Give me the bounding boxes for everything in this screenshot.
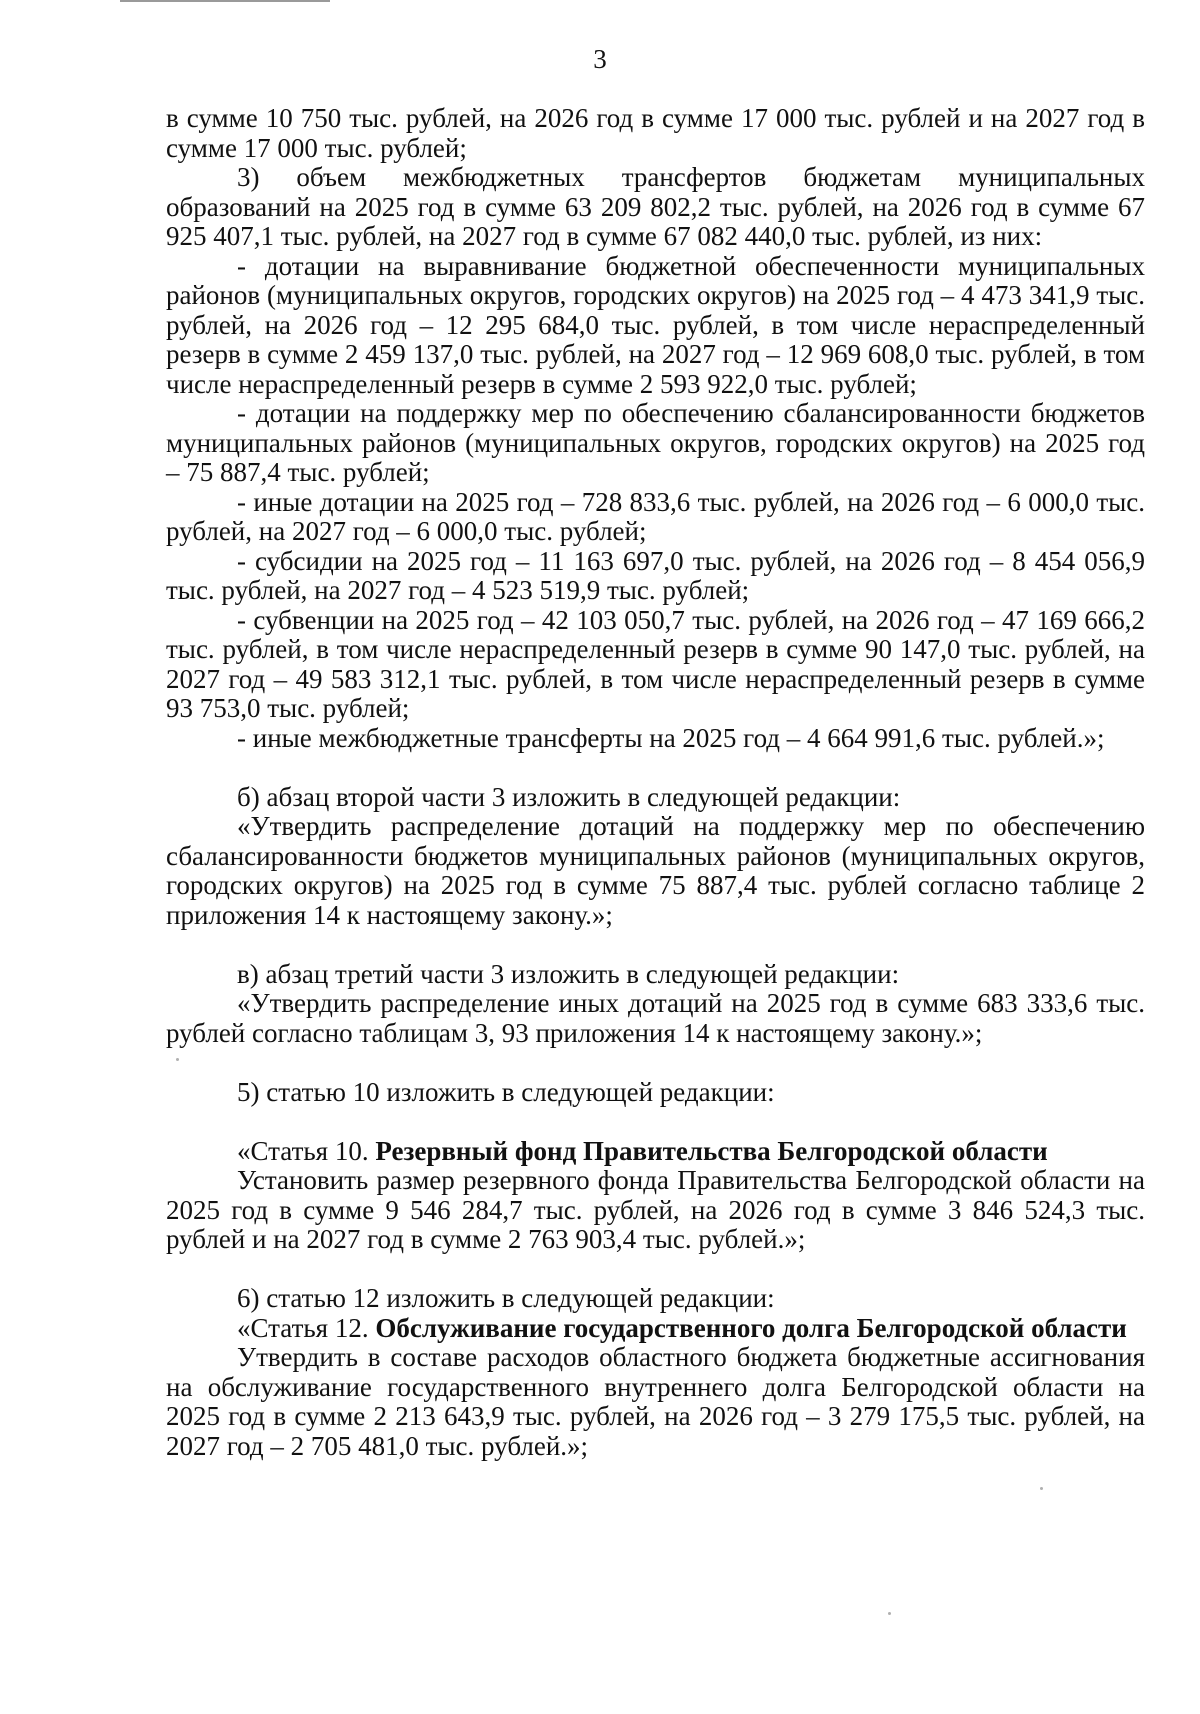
paragraph-subsidies: - субсидии на 2025 год – 11 163 697,0 тыс. рублей, на 2026 год – 8 454 056,9 тыс. рублей, на 2027 год – 4 523 519,9 тыс. рублей; xyxy=(166,545,1145,605)
article-12-title: Обслуживание государственного долга Белгородской области xyxy=(375,1312,1127,1343)
page-number: 3 xyxy=(593,44,607,74)
article-10-prefix: «Статья 10. xyxy=(237,1135,376,1166)
paragraph-item-6: 6) статью 12 изложить в следующей редакции: xyxy=(237,1283,775,1313)
paragraph-balance-grants: - дотации на поддержку мер по обеспечению сбалансированности бюджетов муниципальных районов (муниципальных округов, городских округов) на 2025 год – 75 887,4 тыс. рублей; xyxy=(166,398,1145,487)
scan-speck xyxy=(888,1612,891,1615)
paragraph-other-grants: - иные дотации на 2025 год – 728 833,6 тыс. рублей, на 2026 год – 6 000,0 тыс. рублей, на 2027 год – 6 000,0 тыс. рублей; xyxy=(166,486,1145,546)
document-body xyxy=(166,104,1145,1461)
paragraph-equalization-grants: - дотации на выравнивание бюджетной обеспеченности муниципальных районов (муниципальных округов, городских округов) на 2025 год – 4 473 341,9 тыс. рублей, на 2026 год – 12 295 684,0 тыс. рублей, в том числе нераспределенный резерв в сумме 2 459 137,0 тыс. рублей, на 2027 год – 12 969 608,0 тыс. рублей, в том числе нераспределенный резерв в сумме 2 593 922,0 тыс. рублей; xyxy=(166,250,1145,399)
article-12-text: Утвердить в составе расходов областного бюджета бюджетные ассигнования на обслуживание государственного внутреннего долга Белгородской области на 2025 год в сумме 2 213 643,9 тыс. рублей, на 2026 год – 3 279 175,5 тыс. рублей, на 2027 год – 2 705 481,0 тыс. рублей.»; xyxy=(166,1342,1145,1461)
paragraph-transfers-total: 3) объем межбюджетных трансфертов бюджетам муниципальных образований на 2025 год в сумме 63 209 802,2 тыс. рублей, на 2026 год в сумме 67 925 407,1 тыс. рублей, на 2027 год в сумме 67 082 440,0 тыс. рублей, из них: xyxy=(166,162,1145,251)
paragraph-other-transfers: - иные межбюджетные трансферты на 2025 год – 4 664 991,6 тыс. рублей.»; xyxy=(237,722,1105,753)
paragraph-quote-v: «Утвердить распределение иных дотаций на 2025 год в сумме 683 333,6 тыс. рублей согласно таблицам 3, 93 приложения 14 к настоящему закону.»; xyxy=(166,988,1145,1048)
article-10-title: Резервный фонд Правительства Белгородской области xyxy=(375,1135,1048,1166)
scan-speck xyxy=(1040,1487,1043,1490)
paragraph-amendment-b: б) абзац второй части 3 изложить в следующей редакции: xyxy=(237,781,901,812)
scan-edge-mark xyxy=(120,0,330,2)
scan-speck xyxy=(176,1058,179,1061)
paragraph-subventions: - субвенции на 2025 год – 42 103 050,7 тыс. рублей, на 2026 год – 47 169 666,2 тыс. рублей, в том числе нераспределенный резерв в сумме 90 147,0 тыс. рублей, на 2027 год – 49 583 312,1 тыс. рублей, в том числе нераспределенный резерв в сумме 93 753,0 тыс. рублей; xyxy=(166,604,1145,723)
paragraph-continuation: в сумме 10 750 тыс. рублей, на 2026 год в сумме 17 000 тыс. рублей и на 2027 год в сумме 17 000 тыс. рублей; xyxy=(166,103,1145,163)
article-12-prefix: «Статья 12. xyxy=(237,1312,376,1343)
paragraph-amendment-v: в) абзац третий части 3 изложить в следующей редакции: xyxy=(237,958,900,989)
article-10-heading xyxy=(166,1137,1145,1167)
article-12-heading xyxy=(166,1314,1145,1344)
article-10-text: Установить размер резервного фонда Правительства Белгородской области на 2025 год в сумме 9 546 284,7 тыс. рублей, на 2026 год в сумме 3 846 524,3 тыс. рублей и на 2027 год в сумме 2 763 903,4 тыс. рублей.»; xyxy=(166,1165,1145,1254)
paragraph-quote-b: «Утвердить распределение дотаций на поддержку мер по обеспечению сбалансированности бюджетов муниципальных районов (муниципальных округов, городских округов) на 2025 год в сумме 75 887,4 тыс. рублей согласно таблице 2 приложения 14 к настоящему закону.»; xyxy=(166,811,1145,930)
paragraph-item-5: 5) статью 10 изложить в следующей редакции: xyxy=(237,1076,775,1107)
